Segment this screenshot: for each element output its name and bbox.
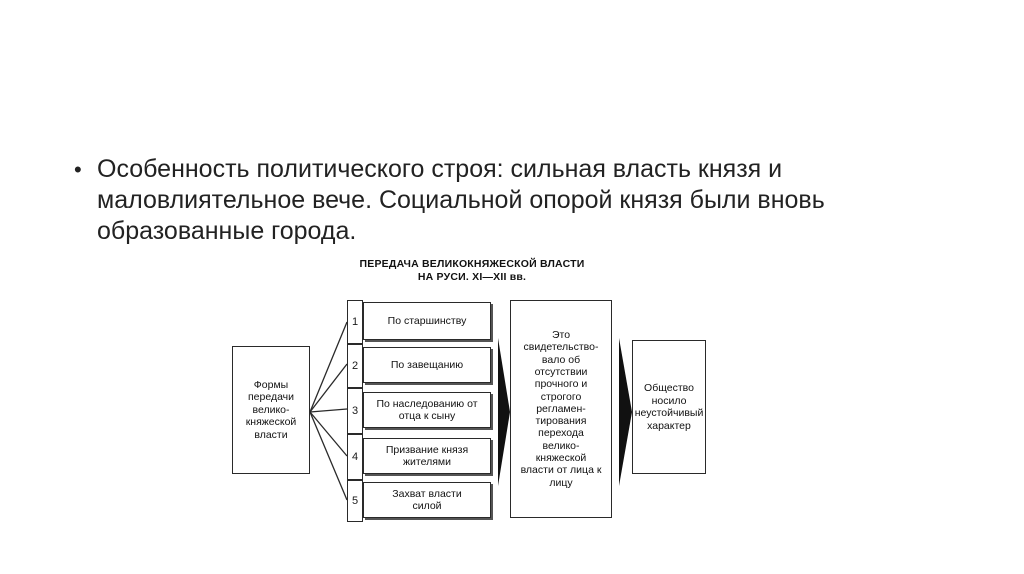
bullet-dot: • <box>74 157 82 182</box>
item-label-2: По завещанию <box>390 358 464 371</box>
middle-box-text: Это свидетельство- вало об отсутствии прочного и строгого регламен- тирования перехода велико- княжеской власти от лица к лицу <box>520 329 602 489</box>
item-box-5 <box>363 482 491 518</box>
item-label-3: По наследованию от отца к сыну <box>376 397 478 422</box>
right-box-result <box>632 340 706 474</box>
diagram-title-line2: НА РУСИ. XI—XII вв. <box>417 271 527 283</box>
item-number-1: 1 <box>347 300 363 344</box>
diagram-title-line1: ПЕРЕДАЧА ВЕЛИКОКНЯЖЕСКОЙ ВЛАСТИ <box>359 258 585 270</box>
item-box-1 <box>363 302 491 340</box>
item-number-2: 2 <box>347 344 363 388</box>
item-box-4 <box>363 438 491 474</box>
power-transfer-diagram <box>226 252 712 524</box>
left-box-forms <box>232 346 310 474</box>
item-number-5: 5 <box>347 480 363 522</box>
item-number-4: 4 <box>347 434 363 480</box>
item-label-5: Захват власти силой <box>392 487 462 512</box>
item-box-3 <box>363 392 491 428</box>
bullet-text: Особенность политического строя: сильная власть князя и маловлиятельное вече. Социальной опорой князя были вновь образованные города. <box>97 155 825 245</box>
item-box-2 <box>363 347 491 383</box>
arrow-to-middle-icon <box>498 338 510 486</box>
item-label-1: По старшинству <box>387 314 467 327</box>
middle-box-conclusion <box>510 300 612 518</box>
item-label-4: Призвание князя жителями <box>385 443 469 468</box>
right-box-text: Общество носило неустойчивый характер <box>634 382 704 432</box>
item-number-3: 3 <box>347 388 363 434</box>
left-box-text: Формы передачи велико- княжеской власти <box>245 378 297 441</box>
